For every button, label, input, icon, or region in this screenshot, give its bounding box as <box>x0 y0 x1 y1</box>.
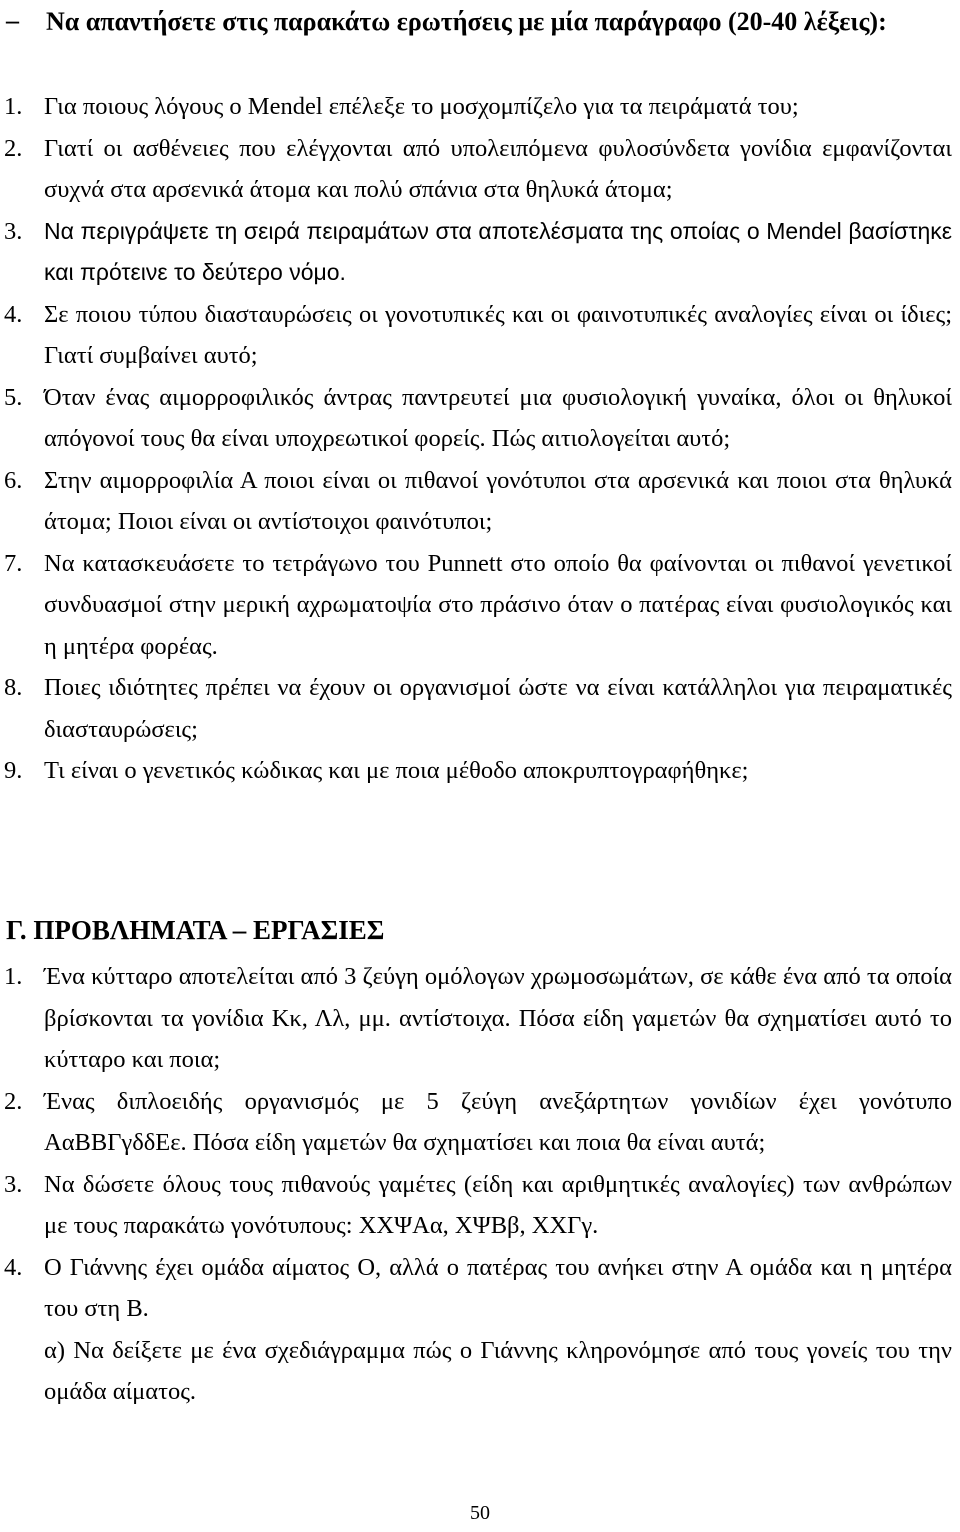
problem-item <box>0 1081 960 1164</box>
question-number: 3. <box>4 217 23 245</box>
problem-text: Να δώσετε όλους τους πιθανούς γαμέτες (είδη και αριθμητικές αναλογίες) των ανθρώπων με τους παρακάτω γονότυπους: ΧΧΨΑα, ΧΨΒβ, ΧΧΓγ. <box>44 1170 952 1239</box>
question-item <box>0 667 960 750</box>
question-number: 4. <box>4 300 23 328</box>
question-item <box>0 460 960 543</box>
question-number: 9. <box>4 757 23 784</box>
problem-item <box>0 956 960 1081</box>
problem-text: Ένας διπλοειδής οργανισμός με 5 ζεύγη ανεξάρτητων γονιδίων έχει γονότυπο ΑαΒΒΓγδδΕε. Πόσα είδη γαμετών θα σχηματίσει και ποια θα είναι αυτά; <box>44 1087 952 1156</box>
question-text: Τι είναι ο γενετικός κώδικας και με ποια μέθοδο αποκρυπτογραφήθηκε; <box>44 757 749 784</box>
question-text: Γιατί οι ασθένειες που ελέγχονται από υπολειπόμενα φυλοσύνδετα γονίδια εμφανίζονται συχνά στα αρσενικά άτομα και πολύ σπάνια στα θηλυκά άτομα; <box>44 134 952 203</box>
question-item <box>0 294 960 377</box>
question-item <box>0 750 960 792</box>
problem-number: 2. <box>4 1087 23 1115</box>
question-number: 1. <box>4 93 23 120</box>
problem-number: 3. <box>4 1170 23 1198</box>
question-text: Να περιγράψετε τη σειρά πειραμάτων στα αποτελέσματα της οποίας ο Mendel βασίστηκε και πρότεινε το δεύτερο νόμο. <box>44 217 952 285</box>
page-number: 50 <box>470 1502 490 1524</box>
problem-subitem <box>0 1330 960 1413</box>
subitem-text: α) Να δείξετε με ένα σχεδιάγραμμα πώς ο Γιάννης κληρονόμησε από τους γονείς του την ομάδα αίματος. <box>44 1336 952 1405</box>
problem-item <box>0 1164 960 1247</box>
question-number: 2. <box>4 134 23 162</box>
problem-text: Ένα κύτταρο αποτελείται από 3 ζεύγη ομόλογων χρωμοσωμάτων, σε κάθε ένα από τα οποία βρίσκονται τα γονίδια Κκ, Λλ, μμ. αντίστοιχα. Πόσα είδη γαμετών θα σχηματίσει αυτό το κύτταρο και ποια; <box>44 963 952 1073</box>
problem-number: 4. <box>4 1253 23 1281</box>
problem-item <box>0 1247 960 1330</box>
question-text: Για ποιους λόγους ο Mendel επέλεξε το μοσχομπίζελο για τα πειράματά του; <box>44 93 799 120</box>
question-text: Να κατασκευάσετε το τετράγωνο του Punnett στο οποίο θα φαίνονται οι πιθανοί γενετικοί συνδυασμοί στην μερική αχρωματοψία στο πράσινο όταν ο πατέρας είναι φυσιολογικός και η μητέρα φορέας. <box>44 549 952 660</box>
section-dash: – <box>6 6 19 35</box>
question-item <box>0 377 960 460</box>
problem-number: 1. <box>4 963 23 990</box>
question-text: Ποιες ιδιότητες πρέπει να έχουν οι οργανισμοί ώστε να είναι κατάλληλοι για πειραματικές διασταυρώσεις; <box>44 674 952 743</box>
question-number: 8. <box>4 674 23 701</box>
question-item <box>0 128 960 211</box>
question-item <box>0 543 960 668</box>
instruction-text: Να απαντήσετε στις παρακάτω ερωτήσεις με μία παράγραφο (20-40 λέξεις): <box>46 7 887 36</box>
problem-text: Ο Γιάννης έχει ομάδα αίματος Ο, αλλά ο πατέρας του ανήκει στην Α ομάδα και η μητέρα του στη Β. <box>44 1253 952 1322</box>
question-item <box>0 211 960 294</box>
question-item <box>0 86 960 128</box>
question-text: Στην αιμορροφιλία Α ποιοι είναι οι πιθανοί γονότυποι στα αρσενικά και ποιοι στα θηλυκά άτομα; Ποιοι είναι οι αντίστοιχοι φαινότυποι; <box>44 466 952 535</box>
problems-list <box>0 956 960 1413</box>
question-text: Σε ποιου τύπου διασταυρώσεις οι γονοτυπικές και οι φαινοτυπικές αναλογίες είναι οι ίδιες; Γιατί συμβαίνει αυτό; <box>44 300 952 369</box>
section-heading: Γ. ΠΡΟΒΛΗΜΑΤΑ – ΕΡΓΑΣΙΕΣ <box>6 915 385 945</box>
question-number: 6. <box>4 466 23 494</box>
questions-list <box>0 86 960 792</box>
question-text: Όταν ένας αιμορροφιλικός άντρας παντρευτεί μια φυσιολογική γυναίκα, όλοι οι θηλυκοί απόγονοί τους θα είναι υποχρεωτικοί φορείς. Πώς αιτιολογείται αυτό; <box>44 383 952 452</box>
question-number: 5. <box>4 383 23 411</box>
question-number: 7. <box>4 549 23 577</box>
